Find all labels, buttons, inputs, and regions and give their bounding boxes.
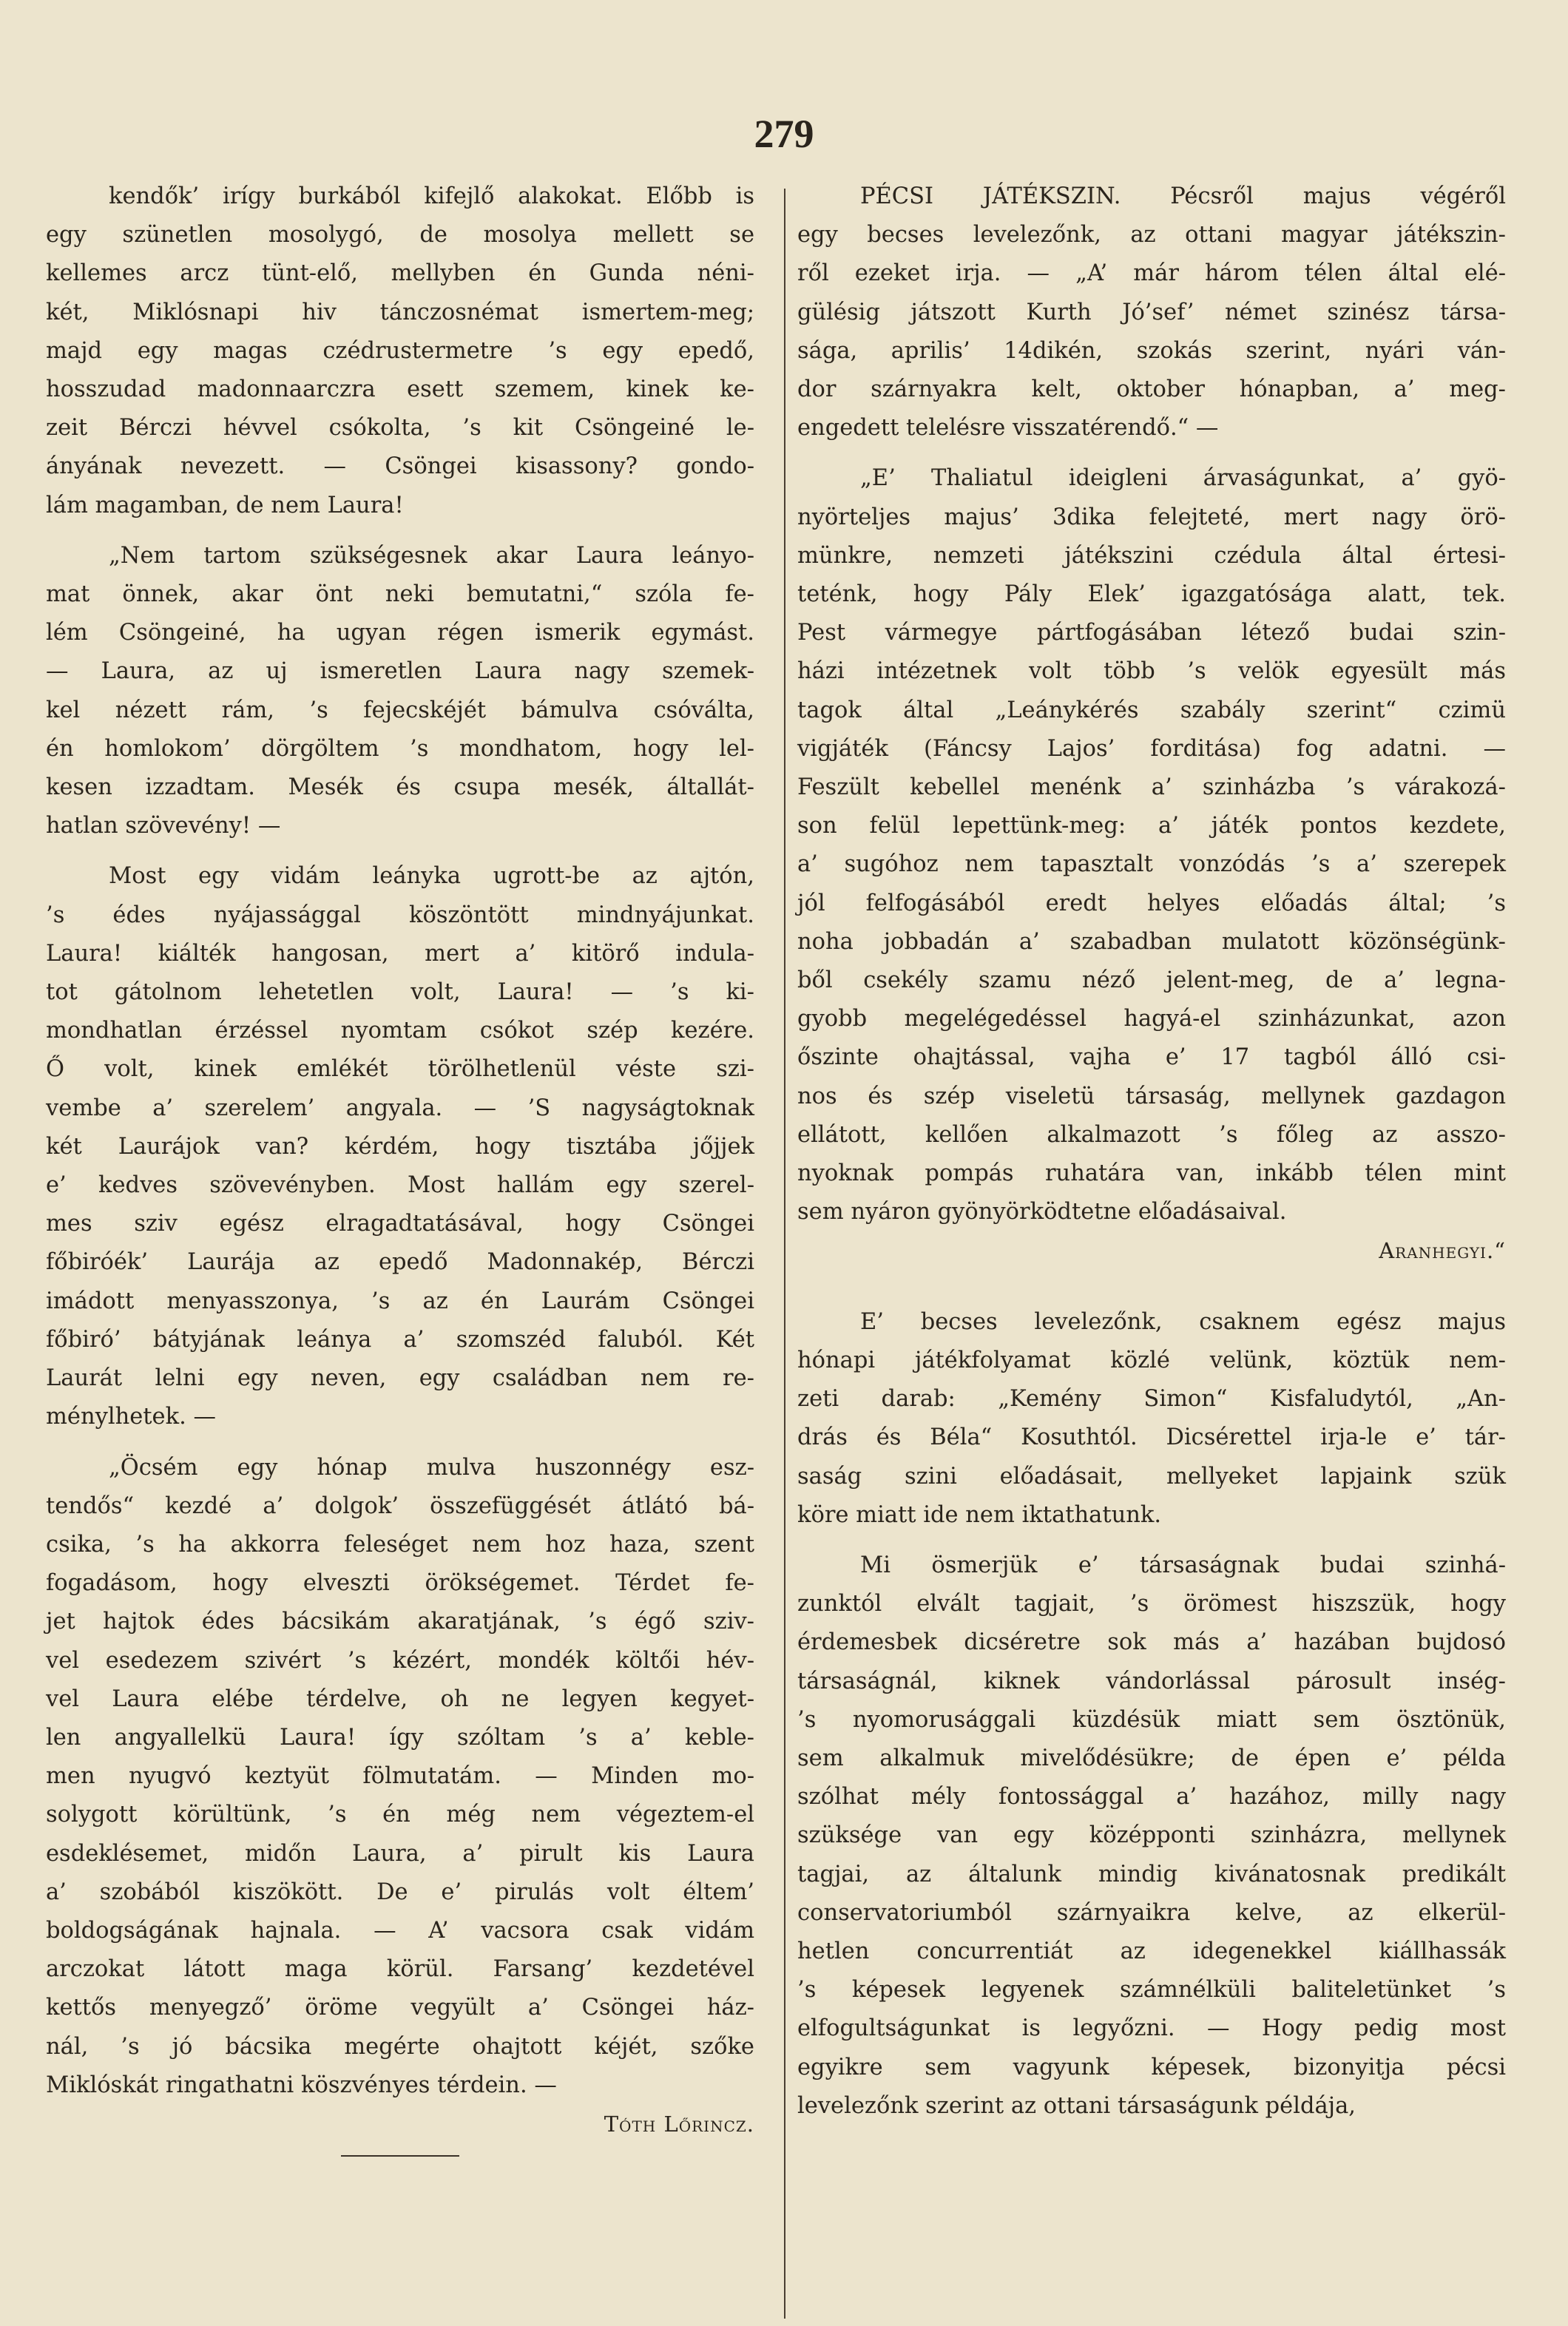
text-line: ányának nevezett. — Csöngei kisassony? gondo- [46, 453, 754, 480]
text-line: len angyallelkü Laura! így szóltam ’s a’ keble- [46, 1724, 754, 1751]
text-line: Pest vármegye pártfogásában létező budai szin- [797, 620, 1506, 646]
text-line: saság szini előadásait, mellyeket lapjaink szük [797, 1463, 1506, 1490]
text-line: főbiróék’ Laurája az epedő Madonnakép, Bérczi [46, 1249, 754, 1276]
text-line: én homlokom’ dörgöltem ’s mondhatom, hogy lel- [46, 735, 754, 762]
text-line: imádott menyasszonya, ’s az én Laurám Csöngei [46, 1288, 754, 1314]
text-line: vel esedezem szivért ’s kézért, mondék költői hév- [46, 1647, 754, 1674]
text-line: „Öcsém egy hónap mulva huszonnégy esz- [109, 1454, 754, 1481]
text-line: teténk, hogy Pály Elek’ igazgatósága alatt, tek. [797, 581, 1506, 608]
text-line: házi intézetnek volt több ’s velök egyesült más [797, 658, 1506, 685]
text-line: „Nem tartom szükségesnek akar Laura leányo- [109, 542, 754, 569]
text-line: elfogultságunkat is legyőzni. — Hogy pedig most [797, 2015, 1506, 2042]
text-line: nos és szép viseletü társaság, mellynek gazdagon [797, 1083, 1506, 1109]
text-line: tagok által „Leánykérés szabály szerint“ czimü [797, 697, 1506, 723]
text-line: mondhatlan érzéssel nyomtam csókot szép kezére. [46, 1018, 754, 1044]
text-line: zeti darab: „Kemény Simon“ Kisfaludytól, „An- [797, 1386, 1506, 1413]
author-signature: Tóth Lőrincz. [604, 2111, 754, 2137]
text-line: egy becses levelezőnk, az ottani magyar játékszin- [797, 222, 1506, 249]
text-line: lém Csöngeiné, ha ugyan régen ismerik egymást. [46, 620, 754, 646]
text-line: Laurát lelni egy neven, egy családban nem re- [46, 1365, 754, 1392]
text-line: esdeklésemet, midőn Laura, a’ pirult kis Laura [46, 1840, 754, 1867]
text-line: szólhat mély fontossággal a’ hazához, milly nagy [797, 1784, 1506, 1811]
text-line: ről ezeket irja. — „A’ már három télen által elé- [797, 260, 1506, 287]
text-line: nyörteljes majus’ 3dika felejteté, mert nagy örö- [797, 504, 1506, 530]
text-line: hónapi játékfolyamat közlé velünk, köztük nem- [797, 1347, 1506, 1373]
text-line: két, Miklósnapi hiv tánczosnémat ismertem-meg; [46, 299, 754, 325]
text-line: levelezőnk szerint az ottani társaságunk példája, [797, 2092, 1356, 2119]
text-line: dor szárnyakra kelt, oktober hónapban, a’ meg- [797, 376, 1506, 403]
section-end-rule [341, 2155, 459, 2157]
text-line: hatlan szövevény! — [46, 813, 281, 839]
text-line: E’ becses levelezőnk, csaknem egész majus [860, 1308, 1506, 1335]
text-line: ’s képesek legyenek számnélküli baliteletünket ’s [797, 1977, 1506, 2004]
text-line: gülésig játszott Kurth Jó’sef’ német szinész társa- [797, 299, 1506, 325]
text-line: arczokat látott maga körül. Farsang’ kezdetével [46, 1956, 754, 1983]
text-line: érdemesbek dicséretre sok más a’ hazában bujdosó [797, 1629, 1506, 1656]
section-spacer [797, 1271, 1506, 1303]
text-line: nál, ’s jó bácsika megérte ohajtott kéjét, szőke [46, 2033, 754, 2060]
text-line: hosszudad madonnaarczra esett szemem, kinek ke- [46, 376, 754, 403]
text-line: zeit Bérczi hévvel csókolta, ’s kit Csöngeiné le- [46, 415, 754, 442]
text-line: vembe a’ szerelem’ angyala. — ’S nagyságtoknak [46, 1095, 754, 1121]
text-line: Most egy vidám leányka ugrott-be az ajtón, [109, 863, 754, 890]
text-line: gyobb megelégedéssel hagyá-el szinházunkat, azon [797, 1006, 1506, 1032]
right-column [797, 178, 1506, 2126]
left-column [46, 178, 754, 2157]
text-line: conservatoriumból szárnyaikra kelve, az elkerül- [797, 1899, 1506, 1926]
text-line: PÉCSI JÁTÉKSZIN. Pécsről majus végéről [860, 183, 1506, 209]
text-line: tendős“ kezdé a’ dolgok’ összefüggését átlátó bá- [46, 1492, 754, 1519]
page-number: 279 [754, 112, 814, 156]
text-line: ’s édes nyájassággal köszöntött mindnyájunkat. [46, 902, 754, 928]
text-line: tot gátolnom lehetetlen volt, Laura! — ’s ki- [46, 979, 754, 1006]
text-line: majd egy magas czédrustermetre ’s egy epedő, [46, 337, 754, 364]
text-line: őszinte ohajtással, vajha e’ 17 tagból álló csi- [797, 1044, 1506, 1071]
text-line: kel nézett rám, ’s fejecskéjét bámulva csóválta, [46, 697, 754, 723]
text-line: münkre, nemzeti játékszini czédula által értesi- [797, 542, 1506, 569]
text-line: egy szünetlen mosolygó, de mosolya mellett se [46, 222, 754, 249]
text-line: „E’ Thaliatul ideigleni árvaságunkat, a’ gyö- [860, 465, 1506, 492]
text-line: mes sziv egész elragadtatásával, hogy Csöngei [46, 1211, 754, 1237]
text-line: — Laura, az uj ismeretlen Laura nagy szemek- [46, 658, 754, 685]
column-divider [784, 189, 785, 2319]
text-line: Ő volt, kinek emlékét törölhetlenül véste szi- [46, 1056, 754, 1083]
text-line: nyoknak pompás ruhatára van, inkább télen mint [797, 1160, 1506, 1187]
text-line: sem nyáron gyönyörködtetne előadásaival. [797, 1199, 1287, 1225]
text-line: kesen izzadtam. Mesék és csupa mesék, általlát- [46, 774, 754, 801]
text-line: zunktól elvált tagjait, ’s örömest hiszszük, hogy [797, 1591, 1506, 1617]
text-line: lám magamban, de nem Laura! [46, 492, 404, 518]
text-line: men nyugvó keztyüt fölmutatám. — Minden mo- [46, 1763, 754, 1790]
text-line: szüksége van egy középponti szinházra, mellynek [797, 1822, 1506, 1849]
text-line: noha jobbadán a’ szabadban mulatott közönségünk- [797, 928, 1506, 955]
text-line: sem alkalmuk mivelődésükre; de épen e’ példa [797, 1745, 1506, 1771]
text-line: engedett telelésre visszatérendő.“ — [797, 415, 1219, 442]
text-line: boldogságának hajnala. — A’ vacsora csak vidám [46, 1917, 754, 1944]
text-line: kellemes arcz tünt-elő, mellyben én Gunda néni- [46, 260, 754, 287]
text-line: kettős menyegző’ öröme vegyült a’ Csöngei ház- [46, 1995, 754, 2021]
correspondent-signature: Aranhegyi.“ [1379, 1238, 1506, 1264]
text-line: csika, ’s ha akkorra feleséget nem hoz haza, szent [46, 1531, 754, 1558]
text-line: solygott körültünk, ’s én még nem végeztem-el [46, 1802, 754, 1828]
text-line: főbiró’ bátyjának leánya a’ szomszéd faluból. Két [46, 1326, 754, 1353]
text-line: jól felfogásából eredt helyes előadás által; ’s [797, 890, 1506, 916]
text-line: egyikre sem vagyunk képesek, bizonyitja pécsi [797, 2054, 1506, 2080]
text-line: Miklóskát ringathatni köszvényes térdein. — [46, 2072, 557, 2098]
text-line: Mi ösmerjük e’ társaságnak budai szinhá- [860, 1552, 1506, 1578]
text-line: vel Laura elébe térdelve, oh ne legyen kegyet- [46, 1686, 754, 1712]
text-line: tagjai, az általunk mindig kivánatosnak predikált [797, 1861, 1506, 1887]
text-line: a’ sugóhoz nem tapasztalt vonzódás ’s a’ szerepek [797, 851, 1506, 878]
text-line: vigjáték (Fáncsy Lajos’ forditása) fog adatni. — [797, 735, 1506, 762]
text-line: két Laurájok van? kérdém, hogy tisztába jőjjek [46, 1133, 754, 1160]
text-line: sága, aprilis’ 14dikén, szokás szerint, nyári ván- [797, 337, 1506, 364]
text-line: ellátott, kellően alkalmazott ’s főleg az asszo- [797, 1121, 1506, 1148]
text-line: mat önnek, akar önt neki bemutatni,“ szóla fe- [46, 581, 754, 608]
text-line: hetlen concurrentiát az idegenekkel kiállhassák [797, 1938, 1506, 1964]
text-line: ’s nyomorusággali küzdésük miatt sem ösztönük, [797, 1706, 1506, 1733]
text-line: társaságnál, kiknek vándorlással párosult inség- [797, 1668, 1506, 1694]
text-line: köre miatt ide nem iktathatunk. [797, 1501, 1162, 1528]
text-line: ből csekély szamu néző jelent-meg, de a’ legna- [797, 967, 1506, 994]
text-line: fogadásom, hogy elveszti örökségemet. Térdet fe- [46, 1570, 754, 1597]
text-line: e’ kedves szövevényben. Most hallám egy szerel- [46, 1172, 754, 1199]
text-line: Feszült kebellel menénk a’ szinházba ’s várakozá- [797, 774, 1506, 801]
text-line: ménylhetek. — [46, 1404, 216, 1430]
text-line: kendők’ irígy burkából kifejlő alakokat. Előbb is [109, 183, 754, 209]
text-line: Laura! kiálték hangosan, mert a’ kitörő indula- [46, 940, 754, 967]
text-line: drás és Béla“ Kosuthtól. Dicsérettel irja-le e’ tár- [797, 1424, 1506, 1451]
text-line: son felül lepettünk-meg: a’ játék pontos kezdete, [797, 813, 1506, 839]
text-line: a’ szobából kiszökött. De e’ pirulás volt éltem’ [46, 1879, 754, 1905]
text-line: jet hajtok édes bácsikám akaratjának, ’s égő sziv- [46, 1609, 754, 1635]
